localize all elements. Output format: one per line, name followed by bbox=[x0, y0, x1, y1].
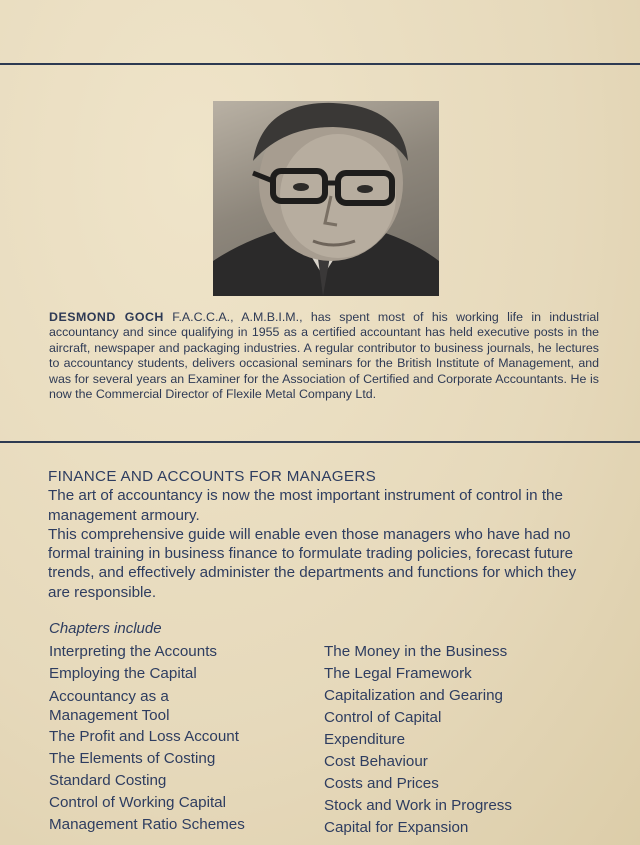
chapter-item: The Money in the Business bbox=[324, 643, 508, 660]
chapter-item: Control of Capital bbox=[324, 709, 442, 726]
book-title: FINANCE AND ACCOUNTS FOR MANAGERS bbox=[48, 468, 377, 485]
chapter-item: Standard Costing bbox=[49, 772, 167, 789]
chapter-item: Costs and Prices bbox=[324, 775, 439, 792]
author-bio bbox=[49, 310, 599, 402]
blurb-paragraph-1: The art of accountancy is now the most important instrument of control in the management armoury. bbox=[48, 487, 563, 524]
chapters-heading: Chapters include bbox=[49, 620, 162, 637]
author-photo bbox=[213, 101, 439, 296]
chapters-list-right bbox=[324, 641, 614, 839]
chapter-item: Expenditure bbox=[324, 731, 406, 748]
author-bio-text: F.A.C.C.A., A.M.B.I.M., has spent most of his working life in industrial accountancy and since qualifying in 1955 as a certified accountant has held executive posts in the aircraft, newspaper and packaging industries. A regular contributor to business journals, he lectures to accountancy students, delivers occasional seminars for the British Institute of Management, and was for several years an Examiner for the Association of Certified and Corporate Accountants. He is now the Commercial Director of Flexile Metal Company Ltd. bbox=[49, 310, 599, 402]
top-rule bbox=[0, 63, 640, 65]
chapter-item: Employing the Capital bbox=[49, 665, 197, 682]
middle-rule bbox=[0, 441, 640, 443]
chapter-item: Management Ratio Schemes bbox=[49, 816, 245, 833]
chapter-item: The Legal Framework bbox=[324, 665, 472, 682]
chapter-item: The Profit and Loss Account bbox=[49, 728, 239, 745]
author-portrait-image bbox=[213, 101, 439, 296]
chapter-item: Stock and Work in Progress bbox=[324, 797, 512, 814]
chapter-item: The Elements of Costing bbox=[49, 750, 216, 767]
author-name: DESMOND GOCH bbox=[49, 310, 164, 324]
chapters-list-left bbox=[49, 641, 309, 836]
chapter-item: Interpreting the Accounts bbox=[49, 643, 218, 660]
book-blurb bbox=[48, 467, 600, 602]
chapter-item: Cost Behaviour bbox=[324, 753, 428, 770]
blurb-paragraph-2: This comprehensive guide will enable even those managers who have had no formal training in business finance to formulate trading policies, forecast future trends, and effectively administer the departments and functions for which they are responsible. bbox=[48, 525, 577, 601]
chapter-item: Control of Working Capital bbox=[49, 794, 226, 811]
chapter-item: Capitalization and Gearing bbox=[324, 687, 503, 704]
chapter-item: Capital for Expansion bbox=[324, 819, 469, 836]
chapter-item: Accountancy as a Management Tool bbox=[49, 688, 170, 724]
